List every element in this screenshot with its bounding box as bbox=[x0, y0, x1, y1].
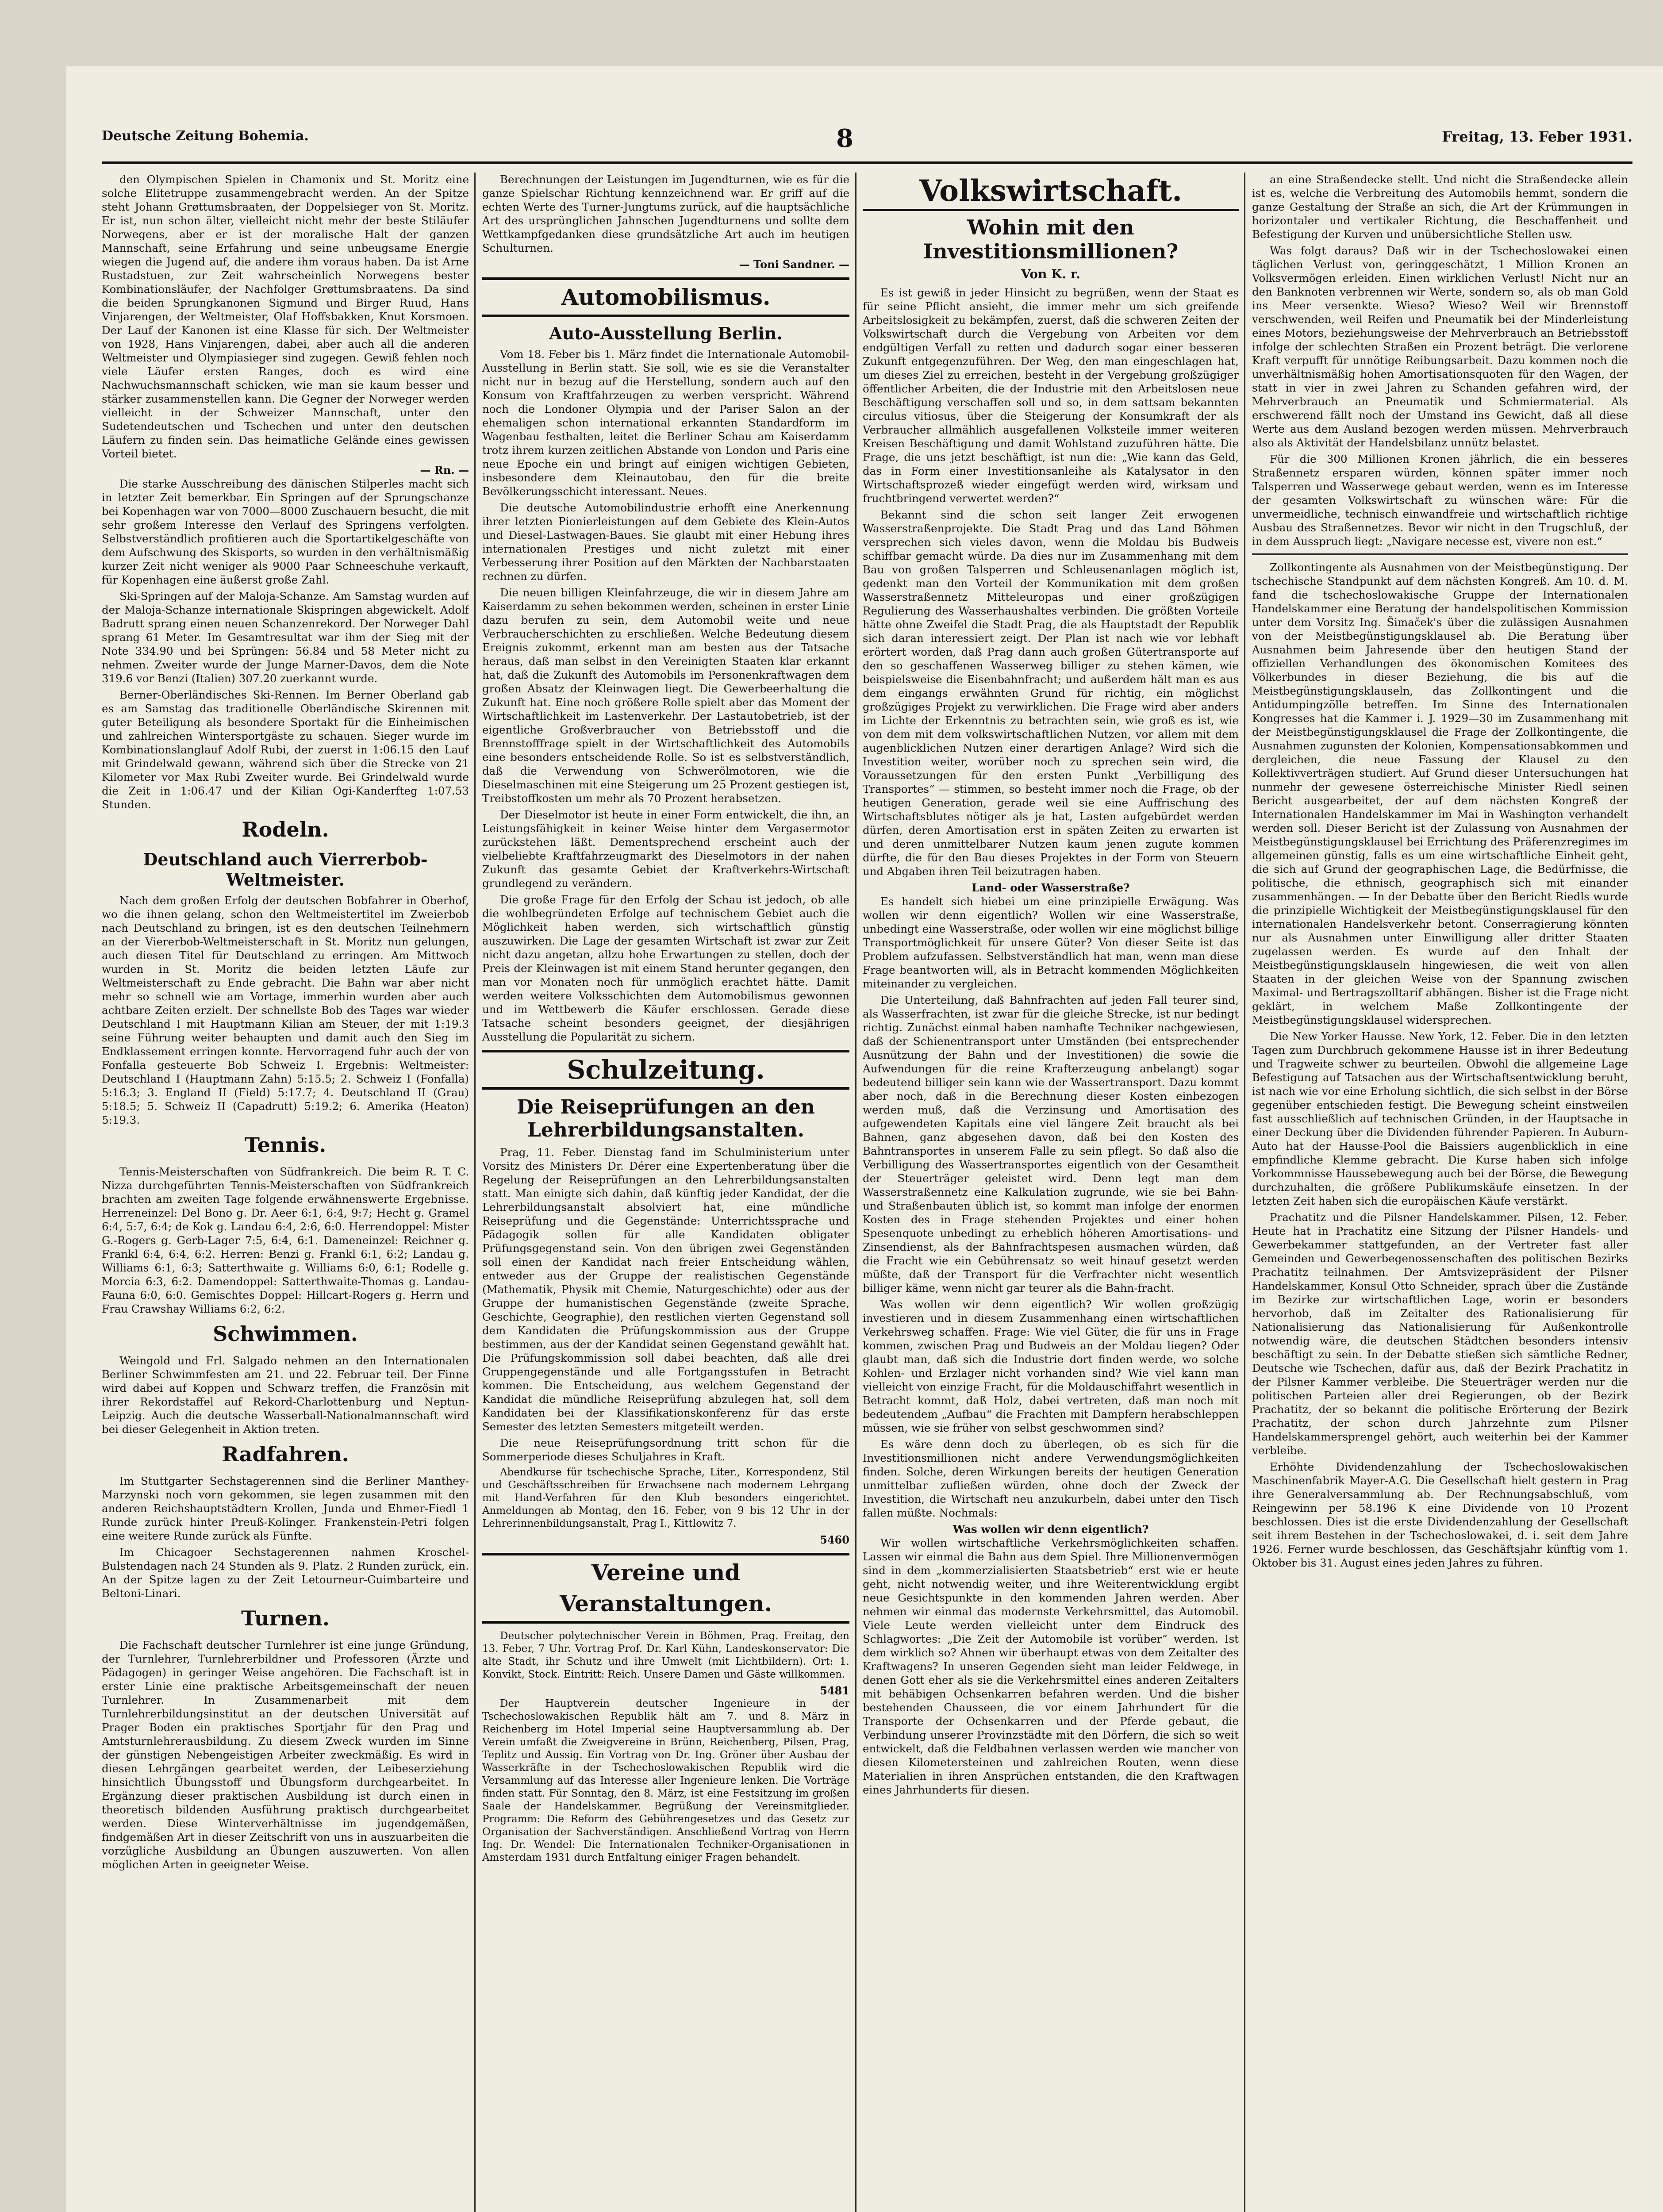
column-divider bbox=[1244, 173, 1245, 2212]
column-divider bbox=[474, 173, 476, 2212]
article-paragraph: Was folgt daraus? Daß wir in der Tschechoslowakei einen täglichen Verlust von, geringgeschätzt, 1 Million Kronen an Volksvermögen erleiden. Einen wirklichen Verlust! Nicht nur an den Banknoten verbrennen wir Werte, sondern so, als ob man Gold ins Meer versenkte. Wieso? Wieso? Weil wir Brennstoff verschwenden, weil Reifen und Pneumatik bei der Minderleistung eines Motors, beziehungsweise der Mehrverbrauch an Betriebsstoff infolge der schlechten Straßen ein Prozent beträgt. Die verlorene Kraft verpufft für unnötige Reibungsarbeit. Dazu kommen noch die unverhältnismäßig hohen Amortisationsquoten für den Wagen, der statt in vier in zwei Jahren zu Schanden gefahren wird, der Mehrverbrauch an Pneumatik und Schmiermaterial. Als erschwerend fällt noch der Umstand ins Gewicht, daß all diese Werte aus dem Ausland bezogen werden müssen. Mehrverbrauch also als Aktivität der Handelsbilanz unnütz belastet. bbox=[1252, 244, 1628, 449]
issue-date: Freitag, 13. Feber 1931. bbox=[1442, 128, 1632, 145]
article-paragraph: Berechnungen der Leistungen im Jugendturnen, wie es für die ganze Spielschar Richtung kennzeichnend war. Er griff auf die echten Werte des Turner-Jungtums zurück, auf die hauptsächliche Art des ursprünglichen Jahnschen Jugendturnens und sollte dem Wettkampfgedanken diese grundsätzliche Art auch im heutigen Schulturnen. bbox=[482, 173, 849, 254]
article-headline: Deutschland auch Vierrerbob-Weltmeister. bbox=[143, 849, 428, 890]
section-heading-volkswirtschaft: Volkswirtschaft. bbox=[863, 175, 1239, 211]
article-paragraph: Die New Yorker Hausse. New York, 12. Feber. Die in den letzten Tagen zum Durchbruch gekommene Hausse ist in ihrer Bedeutung und Tragweite schwer zu beurteilen. Obwohl die allgemeine Lage Befestigung auf Tatsachen aus der Wirtschaftsentwicklung beruht, ist nach wie vor eine Erholung sichtlich, die sich selbst in der Börse gegenüber entschieden festigt. Die Bewegung scheint einstweilen fast ausschließlich auf technischen Gründen, in der Hauptsache in einer Deckung über die Dividenden führender Papieren. In Auburn-Auto hat der Hausse-Pool die Baissiers augenblicklich in eine empfindliche Klemme gebracht. Die Kurse haben sich infolge Vorkommnisse Haussebewegung auch bei der Börse, die Bewegung durchzuhalten, die größere Publikumskäufe einsetzen. In der letzten Zeit haben sich die europäischen Käufe verstärkt. bbox=[1252, 1030, 1628, 1207]
article-paragraph: Im Stuttgarter Sechstagerennen sind die Berliner Manthey-Marzynski noch vorn gekommen, sie legen zusammen mit den anderen Reichshauptstädtern Krollen, Junda und Ehmer-Fiedl 1 Runde zurück hinter Preuß-Kolinger. Frankenstein-Petri folgen eine weitere Runde zurück als Fünfte. bbox=[102, 1475, 469, 1542]
column-2 bbox=[482, 173, 849, 2212]
newspaper-page bbox=[66, 66, 1663, 2212]
article-paragraph: Vom 18. Feber bis 1. März findet die Internationale Automobil-Ausstellung in Berlin statt. Sie soll, wie es sie die Veranstalter nicht nur in bezug auf die Herstellung, sondern auch auf den Konsum von Kraftfahrzeugen zu werben verspricht. Während noch die Londoner Olympia und der Pariser Salon an der ehemaligen schon international erkannten Standardform im Wagenbau festhalten, leitet die Berliner Schau am Kaiserdamm trotz ihrem kurzen zeitlichen Abstande von London und Paris eine neue Epoche ein und bringt auf einigen wichtigen Gebieten, insbesondere dem Kleinautobau, den für die breite Bevölkerungsschicht interessant. Neues. bbox=[482, 348, 849, 498]
notice-number: 5460 bbox=[820, 1533, 849, 1546]
article-paragraph: an eine Straßendecke stellt. Und nicht die Straßendecke allein ist es, welche die Verbreitung des Automobils hemmt, sondern die ganze Gestaltung der Straße an sich, die Art der Krümmungen in horizontaler und vertikaler Richtung, die Beschaffenheit und Befestigung der Kurven und unübersichtliche Stellen usw. bbox=[1252, 173, 1628, 241]
article-paragraph: Die neue Reiseprüfungsordnung tritt schon für die Sommerperiode dieses Schuljahres in Kraft. bbox=[482, 1436, 849, 1463]
section-heading-tennis: Tennis. bbox=[244, 1133, 326, 1157]
section-heading-automobilismus: Automobilismus. bbox=[561, 284, 771, 310]
article-paragraph: Die deutsche Automobilindustrie erhofft eine Anerkennung ihrer letzten Pionierleistungen auf dem Gebiete des Klein-Autos und Diesel-Lastwagen-Baues. Sie glaubt mit einer Hebung ihres internationalen Prestiges und nicht zuletzt mit einer Verbesserung ihrer Position auf den Märkten der Nachbarstaaten rechnen zu dürfen. bbox=[482, 501, 849, 583]
article-paragraph: Erhöhte Dividendenzahlung der Tschechoslowakischen Maschinenfabrik Mayer-A.G. Die Gesellschaft hielt gestern in Prag ihre Generalversammlung ab. Der Rechnungsabschluß, vom Reingewinn per 58.196 K eine Dividende von 10 Prozent beschlossen. Dies ist die erste Dividendenzahlung der Gesellschaft seit ihrem Bestehen in der Tschechoslowakei, d. i. seit dem Jahre 1926. Ferner wurde beschlossen, das Geschäftsjahr künftig vom 1. Oktober bis 31. August eines jeden Jahres zu führen. bbox=[1252, 1460, 1628, 1569]
notice-paragraph: Der Hauptverein deutscher Ingenieure in der Tschechoslowakischen Republik hält am 7. und 8. März in Reichenberg im Hotel Imperial seine Hauptversammlung ab. Der Verein umfaßt die Zweigvereine in Brünn, Reichenberg, Pilsen, Prag, Teplitz und Aussig. Ein Vortrag von Dr. Ing. Gröner über Ausbau der Wasserkräfte in der Tschechoslowakischen Republik wird die Versammlung auf das Interesse aller Ingenieure lenken. Die Vorträge finden statt. Für Sonntag, den 8. März, ist eine Festsitzung im großen Saale der Handelskammer. Begrüßung der Vereinsmitglieder. Programm: Die Reform des Gebührengesetzes und das Gesetz zur Organisation der Sachverständigen. Anschließend Vortrag von Herrn Ing. Dr. Wendel: Die Internationalen Techniker-Organisationen in Amsterdam 1931 durch Entfaltung einiger Fragen behandelt. bbox=[482, 1698, 849, 1863]
article-headline: Auto-Ausstellung Berlin. bbox=[549, 323, 783, 343]
article-paragraph: Es ist gewiß in jeder Hinsicht zu begrüßen, wenn der Staat es für seine Pflicht ansieht, die immer mehr um sich greifende Arbeitslosigkeit zu bekämpfen, zuerst, daß die schweren Zeiten der Volkswirtschaft durch die Vergebung von Arbeiten vor dem endgültigen Verfall zu retten und dadurch sogar einer besseren Zukunft entgegenzuführen. Der Weg, den man eingeschlagen hat, um dieses Ziel zu erreichen, besteht in der Vergebung großzügiger öffentlicher Arbeiten, die der Industrie mit den Arbeitslosen neue Beschäftigung verschaffen soll und so, in dem sattsam bekannten circulus vitiosus, über die Steigerung der Konsumkraft der als Verbraucher allmählich ausgefallenen Volksteile immer weiteren Kreisen Beschäftigung und damit Wohlstand zuzuführen hätte. Die Frage, die uns jetzt beschäftigt, ist nun die: „Wie kann das Geld, das in Form einer Investitionsanleihe als Katalysator in den Wirtschaftsprozeß wieder eingefügt werden wird, wirksam und fruchtbringend verwertet werden?“ bbox=[863, 286, 1239, 505]
article-paragraph: Was wollen wir denn eigentlich? Wir wollen großzügig investieren und in diesem Zusammenhang einen wirtschaftlichen Verkehrsweg schaffen. Frage: Wie viel Güter, die für uns in Frage kommen, zwischen Prag und Budweis an der Moldau liegen? Oder glaubt man, daß sich die Industrie dort finden werde, wo solche Kohlen- und Erzlager nicht vorhanden sind? Wie viel kann man vielleicht von einzige Fracht, für die Moldauschiffahrt wesentlich in Betracht kommt, daß Holz, dabei vertreten, daß man noch mit bedeutendem „Aufbau“ die Frachten mit Dampfern herabschleppen müssen, wie sie früher von selbst geschwommen sind? bbox=[863, 1298, 1239, 1434]
section-heading-schwimmen: Schwimmen. bbox=[213, 1322, 358, 1346]
article-paragraph: Die starke Ausschreibung des dänischen Stilperles macht sich in letzter Zeit bemerkbar. Ein Springen auf der Sprungschanze bei Kopenhagen war von 7000—8000 Zuschauern besucht, die mit sehr großem Interesse den Verlauf des Springens verfolgten. Selbstverständlich profitieren auch die Sportartikelgeschäfte von dem Aufschwung des Skisports, so wurden in den verhältnismäßig kurzer Zeit nicht weniger als 9000 Paar Schneeschuhe verkauft, für Kopenhagen eine äußerst große Zahl. bbox=[102, 477, 469, 586]
section-heading-turnen: Turnen. bbox=[241, 1606, 330, 1630]
article-paragraph: Prag, 11. Feber. Dienstag fand im Schulministerium unter Vorsitz des Ministers Dr. Dérer eine Expertenberatung über die Regelung der Reiseprüfungen an den Lehrerbildungsanstalten statt. Man einigte sich dahin, daß künftig jeder Kandidat, der die Lehrerbildungsanstalt absolviert hat, eine mündliche Reiseprüfung und die Gegenstände: Unterrichtssprache und Pädagogik sollen für alle Kandidaten obligater Prüfungsgegenstand sein. Von den übrigen zwei Gegenständen soll einen der Kandidat nach freier Entscheidung wählen, entweder aus der Gruppe der realistischen Gegenstände (Mathematik, Physik mit Chemie, Naturgeschichte) oder aus der Gruppe der humanistischen Gegenstände (zweite Sprache, Geschichte, Geographie), den restlichen vierten Gegenstand soll dem Kandidaten die Prüfungskommission aus der Gruppe bestimmen, aus der der Kandidat seinen Gegenstand gewählt hat. Die Prüfungskommission soll dabei beachten, daß alle drei Gruppengegenstände und alle Fortgangsstufen in Betracht kommen. Die Entscheidung, aus welchem Gegenstand der Kandidat die mündliche Reiseprüfung abzulegen hat, soll dem Kandidaten bei der Klassifikationskonferenz für das erste Semester des letzten Semesters mitgeteilt werden. bbox=[482, 1146, 849, 1433]
article-paragraph: Nach dem großen Erfolg der deutschen Bobfahrer in Oberhof, wo die ihnen gelang, schon den Weltmeistertitel im Zweierbob nach Deutschland zu bringen, ist es den deutschen Teilnehmern an der Viererbob-Weltmeisterschaft in St. Moritz nun gelungen, auch diesen Titel für Deutschland zu erringen. Am Mittwoch wurden in St. Moritz die beiden letzten Läufe zur Weltmeisterschaft zu Ende gebracht. Die Bahn war aber nicht mehr so schnell wie am Vortage, immerhin wurden aber auch achtbare Zeiten erzielt. Der schnellste Bob des Tages war wieder Deutschland I mit Hauptmann Kilian am Steuer, der mit 1:19.3 seine Führung weiter behaupten und damit auch den Sieg im Endklassement erringen konnte. Hervorragend fuhr auch der von Fonfalla gesteuerte Bob Schweiz I. Ergebnis: Weltmeister: Deutschland I (Hauptmann Zahn) 5:15.5; 2. Schweiz I (Fonfalla) 5:16.3; 3. England II (Field) 5:17.7; 4. Deutschland II (Grau) 5:18.5; 5. Schweiz II (Capadrutt) 5:19.2; 6. Amerika (Heaton) 5:19.3. bbox=[102, 894, 469, 1126]
page-number: 8 bbox=[836, 124, 853, 153]
section-heading-radfahren: Radfahren. bbox=[222, 1442, 349, 1466]
column-divider bbox=[855, 173, 856, 2212]
article-paragraph: Die neuen billigen Kleinfahrzeuge, die wir in diesem Jahre am Kaiserdamm zu sehen bekommen werden, scheinen in erster Linie dazu berufen zu sein, dem Automobil weite und neue Verbraucherschichten zu erschließen. Welche Bedeutung diesem Ereignis zukommt, erkennt man am besten aus der Tatsache heraus, daß man selbst in den Vereinigten Staaten klar erkannt hat, daß die Zukunft des Automobils im Personenkraftwagen dem großen Absatz der Kleinwagen liegt. Die Gewerbeerhaltung die Zukunft hat. Eine noch größere Rolle spielt aber das Moment der Wirtschaftlichkeit im Lastenverkehr. Der Lastautobetrieb, ist der eigentliche Großverbraucher von Betriebsstoff und die Brennstofffrage spielt in der Wirtschaftlichkeit des Automobils eine besonders entscheidende Rolle. So ist es selbstverständlich, daß die Verwendung von Schwerölmotoren, wie die Dieselmaschinen mit eine Steigerung um 25 Prozent gestiegen ist, Treibstoffkosten um mehr als 70 Prozent herabsetzen. bbox=[482, 586, 849, 805]
article-paragraph: Bekannt sind die schon seit langer Zeit erwogenen Wasserstraßenprojekte. Die Stadt Prag und das Land Böhmen versprechen sich vieles davon, wenn die Moldau bis Budweis schiffbar gemacht würde. Da dies nur im Zusammenhang mit dem Bau von großen Talsperren und Schleusenanlagen möglich ist, gedenkt man den Vorteil der Kommunikation mit dem großen Wasserstraßennetz Mitteleuropas und einer großzügigen Regulierung des Wasserhaushaltes verbinden. Die größten Vorteile hätte ohne Zweifel die Stadt Prag, die als Hauptstadt der Republik sich daran interessiert zeigt. Der Plan ist nach wie vor lebhaft erörtert worden, daß Prag dann auch großen Gütertransporte auf den so geschaffenen Wasserweg billiger zu stehen kämen, wie beispielsweise die Eisenbahnfracht; und außerdem hält man es aus dem eingangs erwähnten Grund für richtig, ein möglichst großzügiges Projekt zu verwirklichen. Die Frage wird aber anders im Lichte der Erkenntnis zu betrachten sein, wie groß es ist, wie von dem mit dem volkswirtschaftlichen Nutzen, vor allem mit dem augenblicklichen Nutzen einer derartigen Anlage? Wird sich die Investition weiter, worüber noch zu sprechen sein wird, die Voraussetzungen für den ersten Punkt „Verbilligung des Transportes“ — stimmen, so besteht immer noch die Frage, ob der heutigen Generation, gerade weil sie eine Auffrischung des Wirtschaftsblutes nötiger als je hat, Lasten aufgebürdet werden dürfen, deren Amortisation erst in späten Zeiten zu erwarten ist und deren unmittelbarer Nutzen kaum jenen zugute kommen dürfte, die für den Bau dieses Projektes in der Form von Steuern und Abgaben ihren Teil beizutragen haben. bbox=[863, 508, 1239, 878]
article-byline: Von K. r. bbox=[1021, 267, 1080, 281]
article-paragraph: Für die 300 Millionen Kronen jährlich, die ein besseres Straßennetz ersparen würden, können später immer noch Talsperren und Wasserwege gebaut werden, wenn es im Interesse der gesamten Volkswirtschaft zu wünschen wäre: Für die unvermeidliche, technisch einwandfreie und wirtschaftlich richtige Ausbau des Straßennetzes. Bevor wir nicht in den Trugschluß, der in dem Ausspruch liegt: „Navigare necesse est, vivere non est.“ bbox=[1252, 453, 1628, 548]
article-paragraph: den Olympischen Spielen in Chamonix und St. Moritz eine solche Elitetruppe zusammengebracht werden. An der Spitze steht Johann Grøttumsbraaten, der Doppelsieger von St. Moritz. Er ist, nun schon älter, vielleicht nicht mehr der beste Stiläufer Norwegens, aber er ist der moralische Halt der ganzen Mannschaft, seine Erfahrung und seine unbeugsame Energie wiegen die Jugend auf, die andere ihm voraus haben. Da ist Arne Rustadstuen, zur Zeit wahrscheinlich Norwegens bester Kombinationsläufer, der Nachfolger Grøttumsbraatens. Da sind die beiden Sprungkanonen Sigmund und Birger Ruud, Hans Vinjarengen, der Weltmeister, Olaf Hoffsbakken, Knut Korsmoen. Der Lauf der Kanonen ist eine Klasse für sich. Der Weltmeister von 1928, Hans Vinjarengen, dabei, aber auch all die anderen Weltmeister und Olympiasieger sind zugegen. Gewiß fehlen noch viele Läufer ersten Ranges, doch es wird eine Nachwuchsmannschaft schicken, wie man sie kaum besser und stärker zusammenstellen kann. Die Gegner der Norweger werden vielleicht in der Schweizer Mannschaft, unter den Sudetendeutschen und Tschechen und unter den deutschen Läufern zu finden sein. Das heimatliche Gelände eines gewissen Vorteil bietet. bbox=[102, 173, 469, 460]
article-paragraph: Es wäre denn doch zu überlegen, ob es sich für die Investitionsmillionen nicht andere Verwendungsmöglichkeiten finden. Solche, deren Wirkungen bereits der heutigen Generation unmittelbar zufließen würden, ohne doch der Zweck der Investition, die Wirtschaft neu anzukurbeln, dabei unter den Tisch fallen müßte. Nochmals: bbox=[863, 1438, 1239, 1519]
header-rule bbox=[102, 161, 1632, 164]
column-4 bbox=[1252, 173, 1628, 2212]
notice-paragraph: Deutscher polytechnischer Verein in Böhmen, Prag. Freitag, den 13. Feber, 7 Uhr. Vortrag Prof. Dr. Karl Kühn, Landeskonservator: Die alte Stadt, ihr Schutz und ihre Umwelt (mit Lichtbildern). Ort: 1. Konvikt, Stock. Eintritt: Reich. Unsere Damen und Gäste willkommen. bbox=[482, 1630, 849, 1680]
article-paragraph: Die Fachschaft deutscher Turnlehrer ist eine junge Gründung, der Turnlehrer, Turnlehrerbildner und Professoren (Ärzte und Pädagogen) in geringer Weise angehören. Die Fachschaft ist in erster Linie eine praktische Arbeitsgemeinschaft der neuen Turnlehrer. In Zusammenarbeit mit dem Turnlehrerbildungsinstitut an der deutschen Universität auf Prager Boden ein praktisches Sportjahr für den Prag und Amtsturnlehrerausbildung. Zu diesem Zweck wurden im Sinne der günstigen Nebengeistigen Arbeiter zweckmäßig. Es wird in diesen Lehrgängen gearbeitet werden, der Leibeserziehung hinsichtlich Übungsstoff und Übungsform durchgearbeitet. In Ergänzung dieser praktischen Ausbildung ist durch einen in theoretisch bildenden Ausführung praktisch durchgearbeitet werden. Diese Winterverhältnisse im jugendgemäßen, findgemäßen Art in dieser Zeitschrift von uns in auszuarbeiten die vorzügliche Ausbildung an Übungen auszuwerten. Von allen möglichen Arten in geeigneter Weise. bbox=[102, 1639, 469, 1871]
section-heading-schulzeitung: Schulzeitung. bbox=[567, 1055, 765, 1085]
section-heading-vereine: Vereine und Veranstaltungen. bbox=[559, 1559, 772, 1617]
article-paragraph: Weingold und Frl. Salgado nehmen an den Internationalen Berliner Schwimmfesten am 21. und 22. Februar teil. Der Finne wird dabei auf Koppen und Schwarz treffen, die Französin mit ihrer Rekordstaffel auf Rekord-Charlottenburg und Neptun-Leipzig. Auch die deutsche Wasserball-Nationalmannschaft wird bei dieser Gelegenheit in Aktion treten. bbox=[102, 1354, 469, 1436]
article-paragraph: Tennis-Meisterschaften von Südfrankreich. Die beim R. T. C. Nizza durchgeführten Tennis-Meisterschaften von Südfrankreich brachten am zweiten Tage folgende erwähnenswerte Ergebnisse. Herreneinzel: Del Bono g. Dr. Aeer 6:1, 6:4, 9:7; Hecht g. Gramel 6:4, 5:7, 6:4; de Kok g. Landau 6:4, 2:6, 6:0. Herrendoppel: Mister G.-Rogers g. Gerb-Lager 7:5, 6:4, 6:1. Dameneinzel: Reichner g. Frankl 6:4, 6:4, 6:2. Herren: Benzi g. Frankl 6:1, 6:2; Landau g. Williams 6:1, 6:3; Satterthwaite g. Williams 6:0, 6:1; Rodelle g. Morcia 6:3, 6:2. Damendoppel: Satterthwaite-Thomas g. Landau-Fauna 6:0, 6:0. Gemischtes Doppel: Hillcart-Rogers g. Herrn und Frau Crawshay Williams 6:2, 6:2. bbox=[102, 1165, 469, 1315]
notice-number: 5481 bbox=[820, 1684, 849, 1697]
article-subheading: Land- oder Wasserstraße? bbox=[972, 881, 1130, 894]
notice-paragraph: Abendkurse für tschechische Sprache, Liter., Korrespondenz, Stil und Geschäftsschreiben für Erwachsene nach modernem Lehrgang mit Hand-Verfahren für den Klub besonders eingerichtet. Anmeldungen ab Montag, den 16. Feber, von 9 bis 12 Uhr in der Lehrerinnenbildungsanstalt, Prag I., Kittlowitz 7. bbox=[482, 1467, 849, 1529]
article-divider bbox=[1252, 553, 1628, 555]
article-paragraph: Im Chicagoer Sechstagerennen nahmen Kroschel-Bulstendagen nach 24 Stunden als 9. Platz. 2 Runden zurück, ein. An der Spitze lagen zu der Zeit Letourneur-Guimbarteire und Beltoni-Linari. bbox=[102, 1546, 469, 1600]
article-signature: — Toni Sandner. — bbox=[739, 258, 849, 271]
article-paragraph: Der Dieselmotor ist heute in einer Form entwickelt, die ihn, an Leistungsfähigkeit in keiner Weise hinter dem Vergasermotor zurückstehen läßt. Dementsprechend erscheint auch der vielbeliebte Kraftfahrzeugmarkt des Dieselmotors in der nahen Zukunft das gesamte Gebiet der Kraftverkehrs-Wirtschaft grundlegend zu verändern. bbox=[482, 808, 849, 890]
article-paragraph: Ski-Springen auf der Maloja-Schanze. Am Samstag wurden auf der Maloja-Schanze internationale Skispringen abgewickelt. Adolf Badrutt sprang einen neuen Schanzenrekord. Der Norweger Dahl sprang 61 Meter. Im Gesamtresultat war ihm der Sieg mit der Note 334.90 und bei Sprüngen: 56.84 und 58 Meter nicht zu nehmen. Zweiter wurde der Junge Marner-Davos, dem die Note 319.6 vor Benzi (Italien) 307.20 zuerkannt wurde. bbox=[102, 590, 469, 685]
article-paragraph: Berner-Oberländisches Ski-Rennen. Im Berner Oberland gab es am Samstag das traditionelle Oberländische Skirennen mit guter Beteiligung als besondere Sportakt für die Einheimischen und zahlreichen Wintersportgäste zu schauen. Sieger wurde im Kombinationslanglauf Adolf Rubi, der zuerst in 1:06.15 den Lauf mit Grindelwald gewann, während sich über die Strecke von 21 Kilometer vor Max Rubi Zweiter wurde. Bei Grindelwald wurde die Zeit in 1:06.47 und der Kilian Ogi-Kanderfteg 1:07.53 Stunden. bbox=[102, 688, 469, 811]
article-headline: Die Reiseprüfungen an den Lehrerbildungsanstalten. bbox=[517, 1096, 815, 1141]
article-paragraph: Wir wollen wirtschaftliche Verkehrsmöglichkeiten schaffen. Lassen wir einmal die Bahn aus dem Spiel. Ihre Millionenvermögen sind in dem „kommerzialisierten Staatsbetrieb“ erst wie er heute geht, nicht notwendig weiter, und ihre Weiterentwicklung ergibt neue Gesichtspunkte in den kommenden Jahren werden. Aber nehmen wir einmal das modernste Verkehrsmittel, das Automobil. Viele Leute werden vielleicht unter dem Eindruck des Schlagwortes: „Die Zeit der Automobile ist vorüber“ werden. Ist dem wirklich so? Ahnen wir überhaupt etwas von dem Zeitalter des Kraftwagens? In unseren Gegenden sieht man leider Feldwege, in denen Gott eher als sie die Verkehrsmittel eines anderen Zeitalters mit behäbigen Ochsenkarren befahren werden. Und die bisher bestehenden Chausseen, die vor einem Jahrhundert für die Transporte der Ochsenkarren und der Pferde gebaut, die Verbindung unserer Provinzstädte mit den Dörfern, die sich so weit entwickelt, daß die Feldbahnen verlassen werden wie mancher von diesen Kilometersteinen und zahlreichen Routen, wenn diese Materialien in ihren Ansprüchen entstanden, die den Kraftwagen eines Jahrhunderts für diesen. bbox=[863, 1536, 1239, 1796]
article-paragraph: Es handelt sich hiebei um eine prinzipielle Erwägung. Was wollen wir denn eigentlich? Wollen wir eine Wasserstraße, unbedingt eine Wasserstraße, oder wollen wir eine möglichst billige Transportmöglichkeit für unsere Güter? Von dieser Seite ist das Problem aufzufassen. Selbstverständlich hat man, wenn man diese Frage beantworten will, als in Betracht kommenden Möglichkeiten miteinander zu vergleichen. bbox=[863, 895, 1239, 990]
article-paragraph: Die Unterteilung, daß Bahnfrachten auf jeden Fall teurer sind, als Wasserfrachten, ist zwar für die gleiche Strecke, ist nur bedingt richtig. Zunächst einmal haben namhafte Techniker nachgewiesen, daß der Schienentransport unter Umständen (bei entsprechender Ausnützung der Bahn und der Investitionen) die sowie die Aufwendungen für die reine Krafterzeugung anbelangt) sogar bedeutend billiger sein kann wie der Wassertransport. Dazu kommt aber noch, daß in die Berechnung dieser Kosten einbezogen werden muß, daß die Verzinsung und Amortisation des aufgewendeten Kapitals eine viel längere Zeit braucht als bei Bahnen, ganz abgesehen davon, daß bei den Kosten des Bahntransportes in unserem Falle zu sein pflegt. So daß also die Verbilligung des Wassertransportes eigentlich von der Gesamtheit der Steuerträger geleistet wird. Denn legt man dem Wasserstraßennetz eine Kalkulation zugrunde, wie sie bei Bahn- und Straßenbauten üblich ist, so kommt man infolge der enormen Kosten des in Frage stehenden Projektes und einer hohen Spesenquote unbedingt zu erheblich höheren Amortisations- und Zinsendienst, als der Bahnfrachtspesen ausmachen würden, daß die Fracht wie ein Gebührensatz so weit hinauf gesetzt werden müßte, daß der Transport für die Verfrachter nicht wesentlich billiger käme, wenn nicht gar teurer als die Bahn-fracht. bbox=[863, 994, 1239, 1294]
article-headline: Wohin mit den Investitionsmillionen? bbox=[923, 215, 1179, 263]
column-1-sport bbox=[102, 173, 469, 2212]
article-signature: — Rn. — bbox=[420, 464, 469, 476]
article-paragraph: Die große Frage für den Erfolg der Schau ist jedoch, ob alle die wohlbegründeten Erfolge auf technischem Gebiet auch die Möglichkeit haben werden, sich wirtschaftlich günstig auszuwirken. Die Lage der gesamten Wirtschaft ist zwar zur Zeit nicht dazu angetan, allzu hohe Erwartungen zu stellen, doch der Preis der Kleinwagen ist mit einem Stand herunter gegangen, den man vor Monaten noch für unmöglich erachtet hätte. Damit werden weitere Volksschichten dem Automobilismus gewonnen und im Wettbewerb die Käufer erschlossen. Gerade diese Tatsache scheint besonders geeignet, der diesjährigen Ausstellung die Popularität zu sichern. bbox=[482, 893, 849, 1043]
article-subheading: Was wollen wir denn eigentlich? bbox=[952, 1523, 1149, 1536]
article-paragraph: Prachatitz und die Pilsner Handelskammer. Pilsen, 12. Feber. Heute hat in Prachatitz eine Sitzung der Pilsner Handels- und Gewerbekammer stattgefunden, an der Vertreter fast aller Gemeinden und Gewerbegenossenschaften des politischen Bezirks Prachatitz teilnahmen. Der Amtsvizepräsident der Pilsner Handelskammer, Konsul Otto Schneider, sprach über die Zustände im Bezirke zur wirtschaftlichen Lage, worin er besonders hervorhob, daß im Zeitalter des Rationalisierung für Nationalisierung das Nationalisierung für Außenkontrolle notwendig wäre, die deutschen Städtchen besonders intensiv beschäftigt zu sein. In der Debatte stießen sich sämtliche Redner, Deutsche wie Tschechen, dafür aus, daß der Bezirk Prachatitz in der Pilsner Kammer verbleibe. Die Steuerträger werden nur die politischen Parteien aller drei Regierungen, ob der Bezirk Prachatitz, der so bekannt die politische Erörterung der Bezirk Prachatitz, der schon durch Jahrzehnte zum Pilsner Handelskammersprengel gehört, auch weiterhin bei der Kammer verbleibe. bbox=[1252, 1211, 1628, 1457]
column-3-volkswirtschaft bbox=[863, 173, 1239, 2212]
page-header bbox=[102, 124, 1632, 159]
article-paragraph: Zollkontingente als Ausnahmen von der Meistbegünstigung. Der tschechische Standpunkt auf dem nächsten Kongreß. Am 10. d. M. fand die tschechoslowakische Gruppe der Internationalen Handelskammer eine Beratung der handelspolitischen Kommission unter dem Vorsitz Ing. Šimaček's über die zulässigen Ausnahmen von der Meistbegünstigungsklausel ab. Die Beratung über Ausnahmen beim Jahresende über den heutigen Stand der offiziellen Verhandlungen des ökonomischen Komitees des Völkerbundes in dieser Beziehung, die bis auf die Meistbegünstigungsklauseln, das Zollkontingent und die Antidumpingzölle betreffen. Im Sinne des Internationalen Kongresses hat die Kammer i. J. 1929—30 im Zusammenhang mit der Meistbegünstigungsklausel die Frage der Zollkontingente, die Ausnahmen zugunsten der Kolonien, Kompensationsabkommen und dergleichen, die neue Fassung der Klausel zu den Kollektivverträgen studiert. Auf Grund dieser Untersuchungen hat nunmehr der gewesene österreichische Minister Riedl seinen Bericht ausgearbeitet, der auf dem nächsten Kongreß der Internationalen Handelskammer im Mai in Washington verhandelt werden soll. Dieser Bericht ist der Zulassung von Ausnahmen der Meistbegünstigungsklausel bei Errichtung des Präferenzregimes im allgemeinen günstig, falls es um eine wirtschaftliche Einheit geht, die sich auf Grund der geographischen Lage, die Bedürfnisse, die politische, die ethnisch, geographisch sich mit einander zusammenhängen. — In der Debatte über den Bericht Riedls wurde die prinzipielle Wichtigkeit der Meistbegünstigungsklausel für den internationalen Handelsverkehr betont. Conserragierung könnten nur als Ausnahmen unter Einwilligung aller dritter Staaten zugelassen werden. Es wurde auf den Inhalt der Meistbegünstigungsklauseln hingewiesen, die weit von allen Staaten in der gleichen Weise von der Spannung zwischen Maximal- und Bertragszolltarif abhängen. Bisher ist die Frage nicht geklärt, in welchem Maße Zollkontingente der Meistbegünstigungsklausel widersprechen. bbox=[1252, 561, 1628, 1026]
section-heading-rodeln: Rodeln. bbox=[242, 818, 329, 841]
masthead-name: Deutsche Zeitung Bohemia. bbox=[102, 128, 309, 144]
